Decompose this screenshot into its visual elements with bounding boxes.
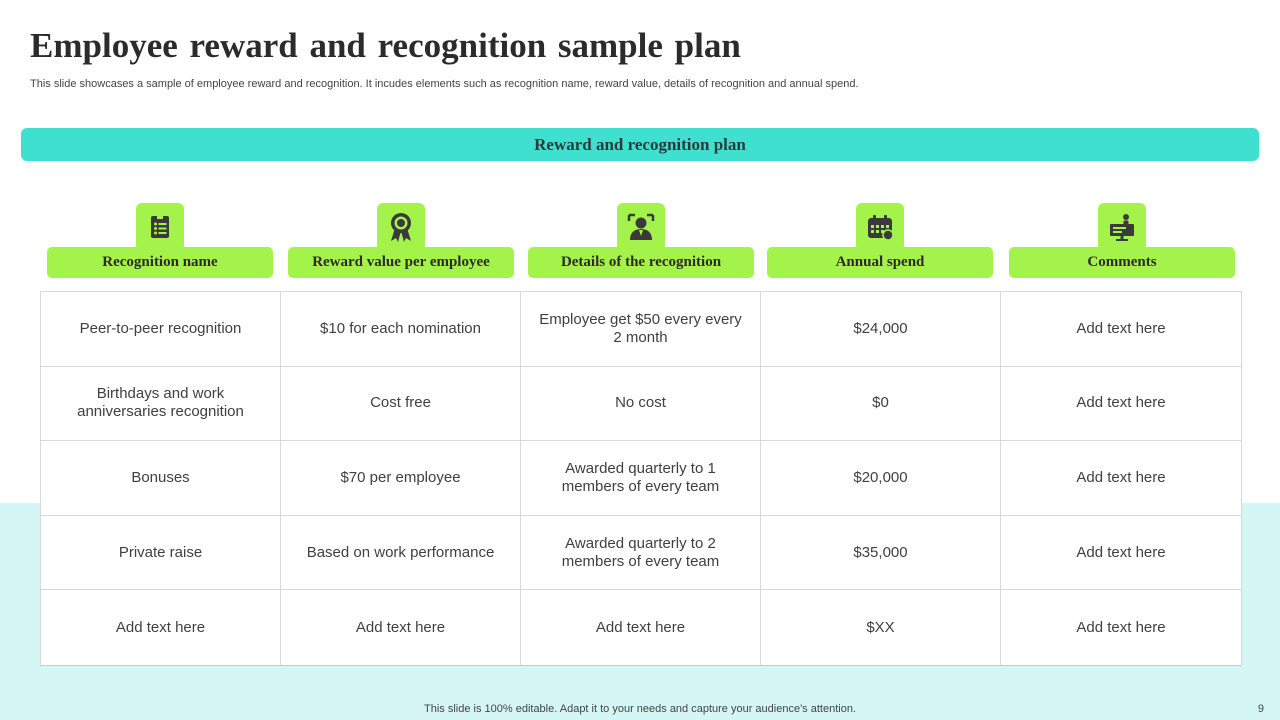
calendar-icon: [856, 203, 904, 251]
table-cell: $10 for each nomination: [281, 292, 521, 367]
page-subtitle: This slide showcases a sample of employee reward and recognition. It incudes elements such as recognition name, reward value, details of recognition and annual spend.: [30, 78, 859, 90]
column-header-recognition-name: [47, 203, 273, 279]
plan-banner-label: Reward and recognition plan: [534, 134, 746, 154]
table-cell: $20,000: [761, 441, 1001, 516]
table-cell: Add text here: [1001, 516, 1241, 591]
column-label: Recognition name: [47, 247, 273, 278]
table-cell: Add text here: [281, 590, 521, 665]
column-label: Reward value per employee: [288, 247, 514, 278]
table-cell: Birthdays and work anniversaries recognition: [41, 367, 281, 442]
table-cell: $70 per employee: [281, 441, 521, 516]
presenter-board-icon: [1098, 203, 1146, 251]
table-cell: Peer-to-peer recognition: [41, 292, 281, 367]
table-cell: Add text here: [1001, 441, 1241, 516]
table-cell: $35,000: [761, 516, 1001, 591]
id-card-icon: [136, 203, 184, 251]
table-cell: Add text here: [41, 590, 281, 665]
table-cell: Awarded quarterly to 1 members of every team: [521, 441, 761, 516]
column-label: Comments: [1009, 247, 1235, 278]
plan-banner: [21, 128, 1259, 161]
table-cell: Cost free: [281, 367, 521, 442]
column-header-details: [528, 203, 754, 279]
table-cell: Private raise: [41, 516, 281, 591]
column-label: Annual spend: [767, 247, 993, 278]
reward-plan-table: [40, 291, 1242, 666]
table-cell: Add text here: [1001, 292, 1241, 367]
table-cell: $0: [761, 367, 1001, 442]
table-cell: No cost: [521, 367, 761, 442]
table-cell: Based on work performance: [281, 516, 521, 591]
table-cell: Add text here: [521, 590, 761, 665]
table-cell: $XX: [761, 590, 1001, 665]
person-profile-icon: [617, 203, 665, 251]
column-header-comments: [1009, 203, 1235, 279]
table-cell: $24,000: [761, 292, 1001, 367]
column-header-reward-value: [288, 203, 514, 279]
column-header-annual-spend: [767, 203, 993, 279]
page-title: Employee reward and recognition sample plan: [30, 26, 741, 65]
table-cell: Bonuses: [41, 441, 281, 516]
award-ribbon-icon: [377, 203, 425, 251]
page-number: 9: [1257, 703, 1264, 715]
table-cell: Add text here: [1076, 618, 1166, 636]
table-cell: Employee get $50 every every 2 month: [521, 292, 761, 367]
table-cell: Awarded quarterly to 2 members of every team: [521, 516, 761, 591]
table-cell: Add text here: [1001, 367, 1241, 442]
footer-note: This slide is 100% editable. Adapt it to your needs and capture your audience's attention.: [424, 703, 856, 715]
column-label: Details of the recognition: [528, 247, 754, 278]
